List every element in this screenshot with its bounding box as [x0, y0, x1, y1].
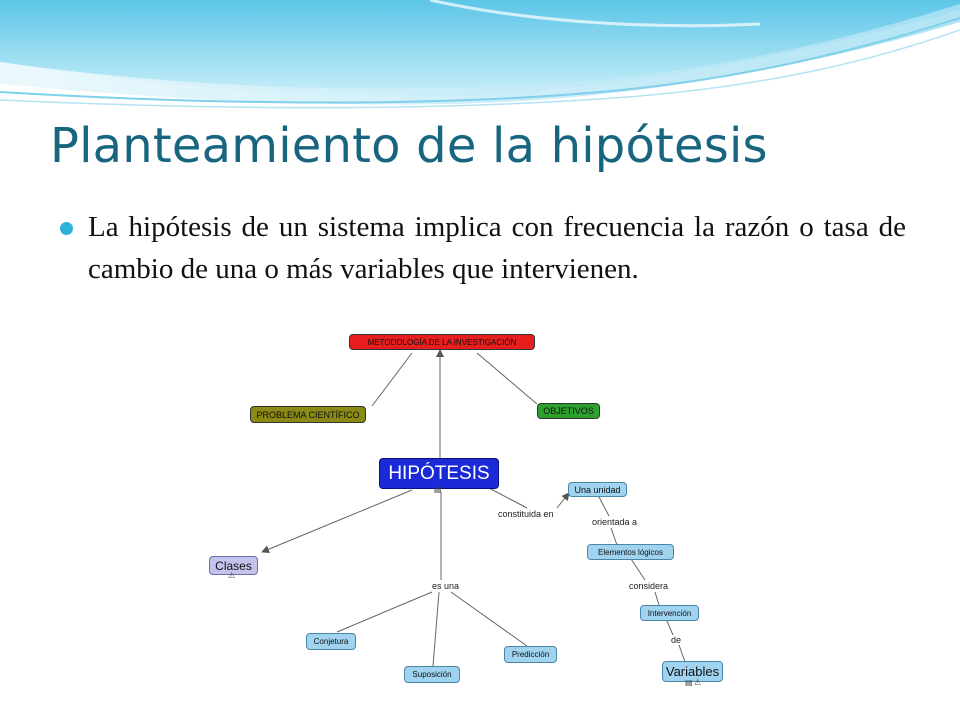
bullet-text: La hipótesis de un sistema implica con frecuencia la razón o tasa de cambio de una o más variables que intervienen.: [88, 211, 906, 285]
link-label-orientada-a: orientada a: [592, 517, 638, 527]
node-hipotesis: HIPÓTESIS: [379, 458, 499, 489]
node-metodologia: METODOLOGÍA DE LA INVESTIGACIÓN: [349, 334, 535, 350]
node-variables: Variables: [662, 661, 723, 682]
header-wave-decoration: [0, 0, 960, 120]
node-conjetura: Conjetura: [306, 633, 356, 650]
node-objetivos: OBJETIVOS: [537, 403, 600, 419]
node-intervencion: Intervención: [640, 605, 699, 621]
slide-title: Planteamiento de la hipótesis: [50, 118, 768, 174]
link-label-de: de: [671, 635, 682, 645]
note-icon: ▤: [434, 485, 442, 494]
concept-map: [207, 330, 725, 687]
node-una-unidad: Una unidad: [568, 482, 627, 497]
link-label-considera: considera: [629, 581, 669, 591]
warning-icon: ⚠: [228, 571, 236, 580]
node-elementos-logicos: Elementos lógicos: [587, 544, 674, 560]
link-label-es-una: es una: [432, 581, 460, 591]
node-suposicion: Suposición: [404, 666, 460, 683]
concept-map-links: [207, 330, 725, 687]
bullet-icon: [60, 222, 73, 235]
node-problema-cientifico: PROBLEMA CIENTÍFICO: [250, 406, 366, 423]
note-icon: ▤: [685, 678, 693, 687]
node-prediccion: Predicción: [504, 646, 557, 663]
node-clases: Clases: [209, 556, 258, 575]
link-label-constituida-en: constituida en: [498, 509, 554, 519]
warning-icon: ⚠: [694, 678, 702, 687]
